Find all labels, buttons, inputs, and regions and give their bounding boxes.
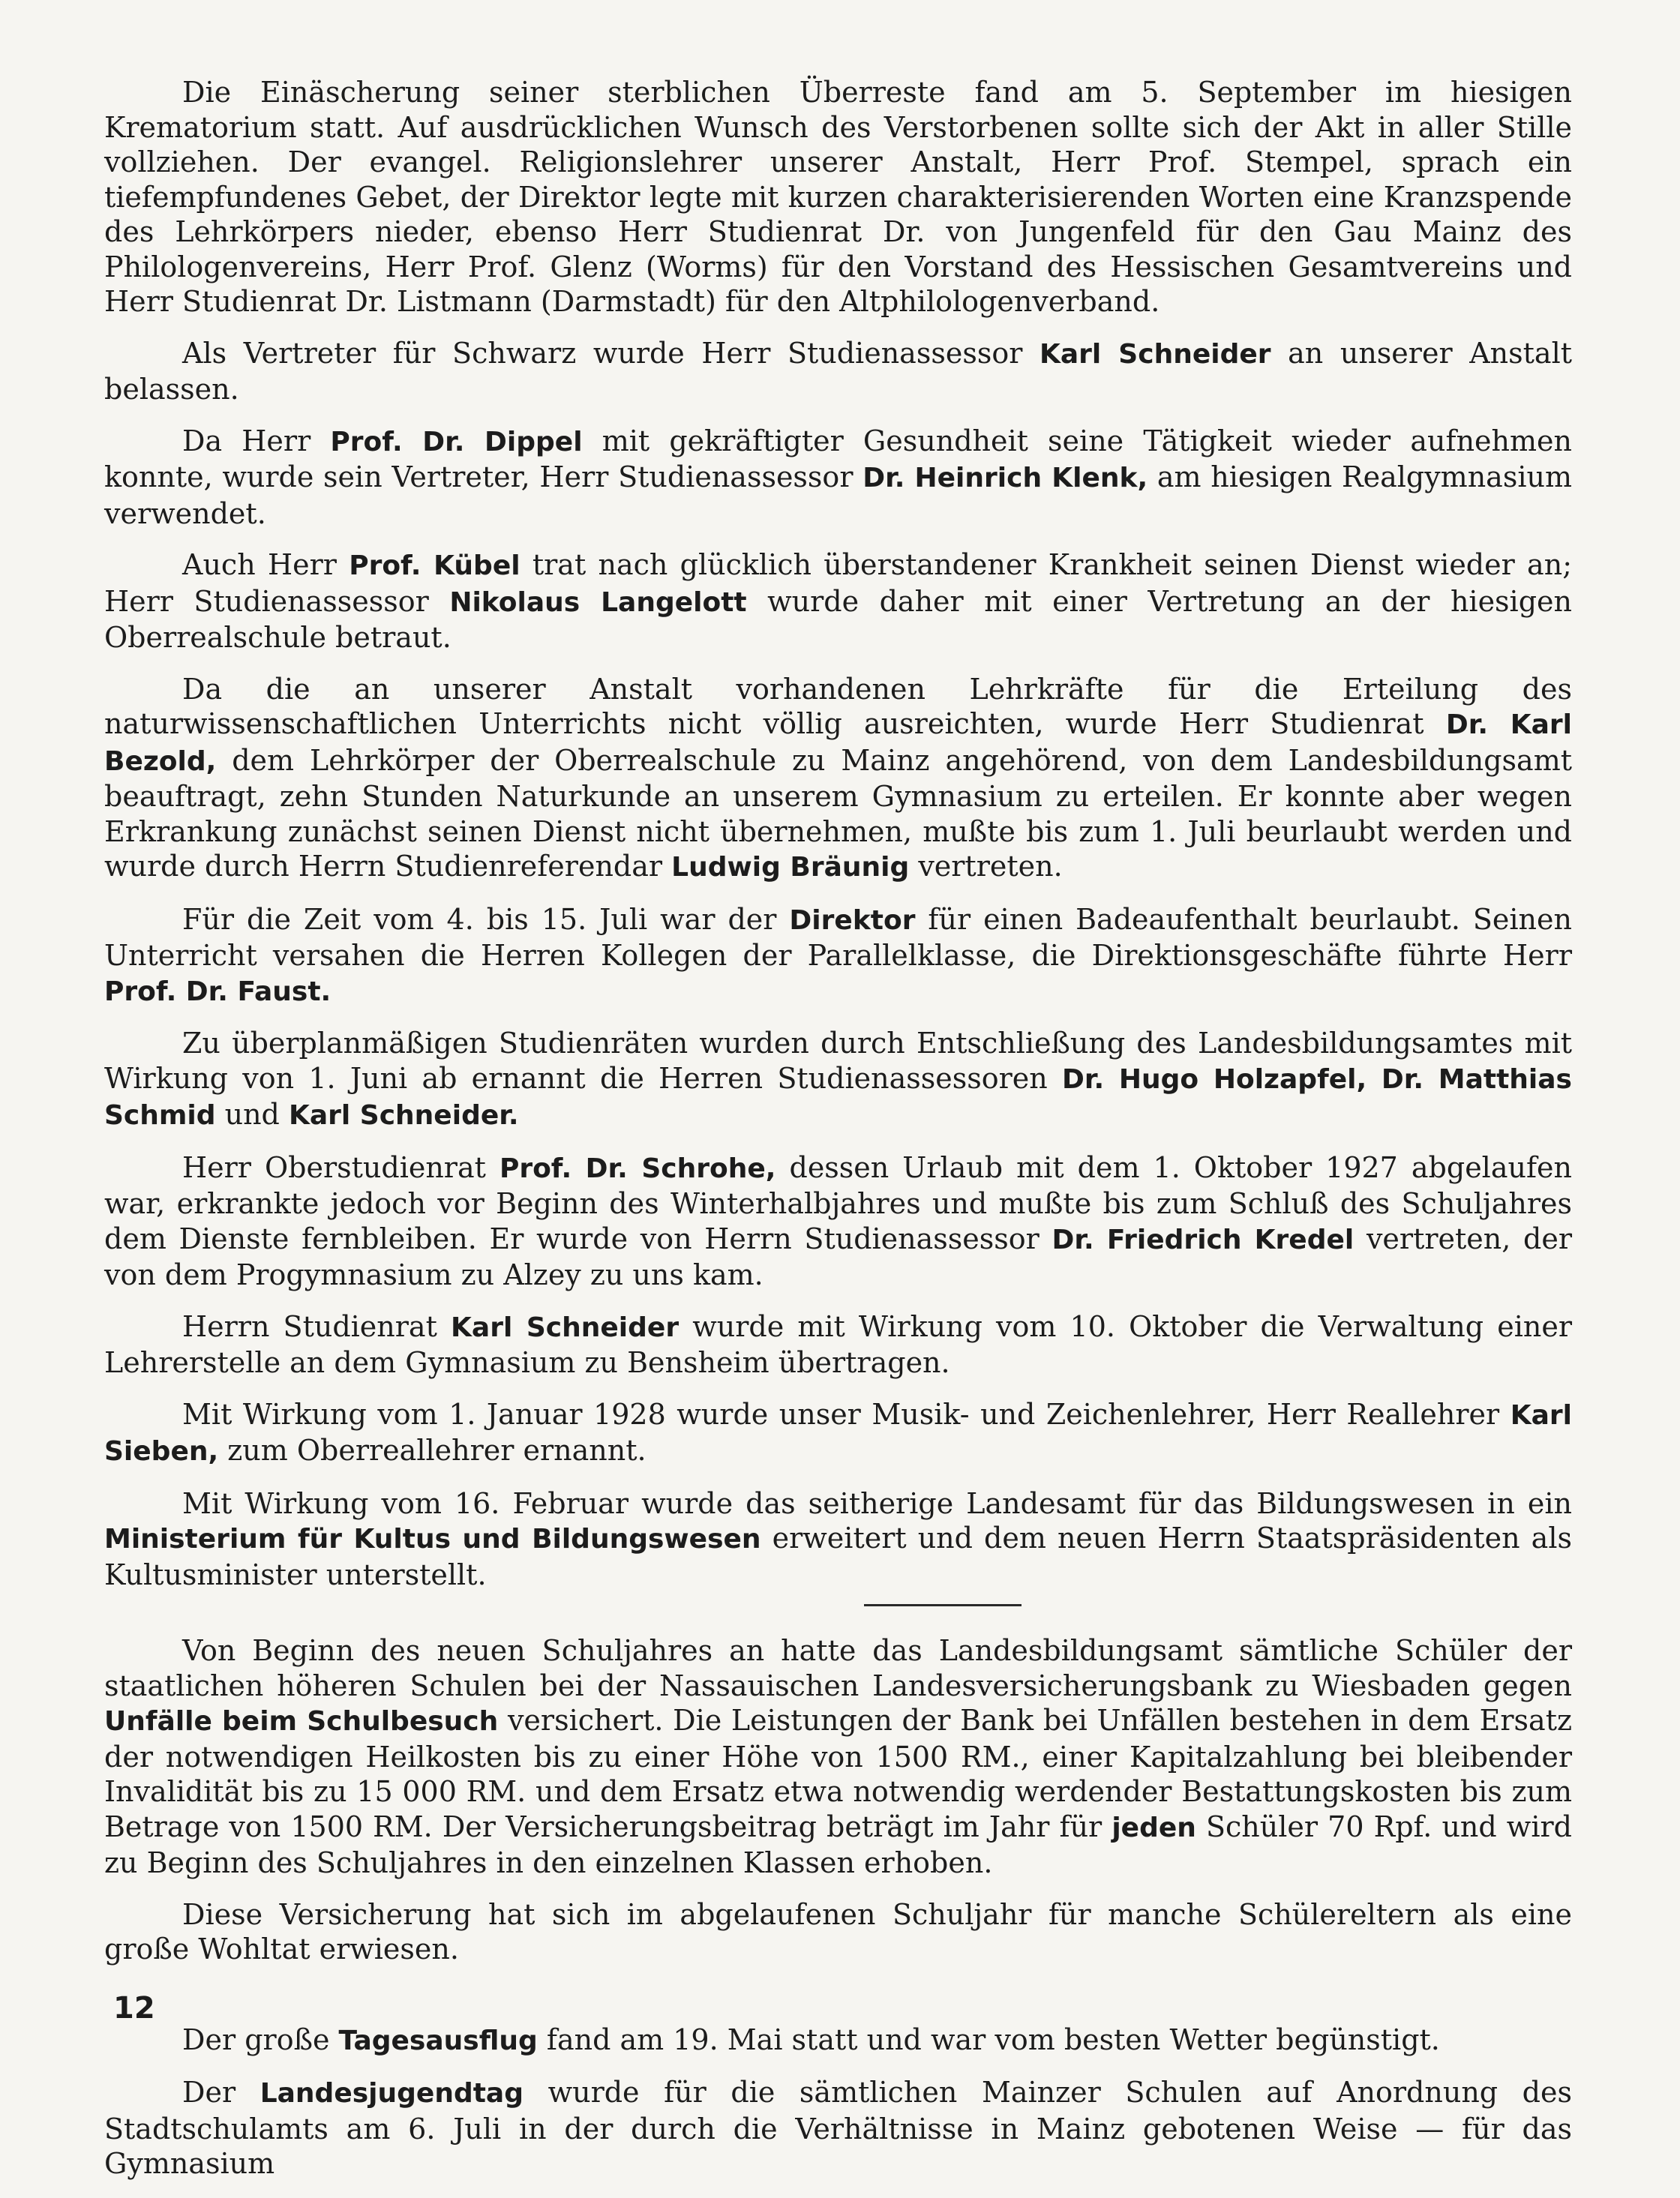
emphasized-name: Karl Schneider bbox=[1039, 338, 1271, 370]
text-segment: Herr Oberstudienrat bbox=[182, 1150, 500, 1184]
emphasized-name: Prof. Kübel bbox=[349, 550, 520, 581]
emphasized-name: Dr. Heinrich Klenk, bbox=[862, 463, 1148, 493]
text-segment: vertreten, der von dem Progymnasium zu Alzey zu uns kam. bbox=[104, 1222, 1572, 1291]
text-segment: versichert. Die Leistungen der Bank bei Unfällen bestehen in dem Ersatz der notwendigen Heilkosten bis zu einer Höhe von 1500 RM., einer Kapitalzahlung bei bleibender Invalidität bis zu 15 000 RM. und dem Ersatz etwa notwendig werdender Bestattungskosten bis zum Betrage von 1500 RM. Der Versicherungsbeitrag beträgt im Jahr für bbox=[104, 1704, 1573, 1843]
section-divider-rule bbox=[864, 1604, 1022, 1606]
document-page bbox=[104, 75, 1572, 2198]
paragraph-promotions bbox=[104, 1026, 1572, 1134]
emphasized-name: Ludwig Bräunig bbox=[671, 852, 910, 883]
text-segment: Als Vertreter für Schwarz wurde Herr Studienassessor bbox=[182, 336, 1040, 370]
emphasized-name: Karl Schneider bbox=[451, 1312, 680, 1343]
text-segment: wurde für die sämtlichen Mainzer Schulen auf Anordnung des Stadtschulamts am 6. Juli in der durch die Verhältnisse in Mainz gebotenen Weise — für das Gymnasium bbox=[104, 2076, 1572, 2180]
page-number: 12 bbox=[113, 1991, 155, 2026]
emphasized-name: Dr. Karl Bezold, bbox=[104, 709, 1573, 777]
emphasized-name: jeden bbox=[1112, 1812, 1196, 1843]
emphasized-name: Nikolaus Langelott bbox=[449, 586, 747, 618]
paragraph-day-excursion bbox=[104, 2023, 1572, 2059]
paragraph-youth-day bbox=[104, 2075, 1572, 2182]
emphasized-name: Dr. Friedrich Kredel bbox=[1052, 1224, 1354, 1255]
emphasized-name: Prof. Dr. Schrohe, bbox=[499, 1153, 776, 1184]
paragraph-dippel-return bbox=[104, 424, 1572, 532]
paragraph-insurance-benefit bbox=[104, 1897, 1572, 1967]
paragraph-sieben-appointment bbox=[104, 1397, 1572, 1470]
text-segment: am hiesigen Realgymnasium verwendet. bbox=[104, 460, 1572, 530]
text-segment: Diese Versicherung hat sich im abgelaufenen Schuljahr für manche Schülereltern als eine große Wohltat erwiesen. bbox=[104, 1897, 1572, 1966]
text-segment: vertreten. bbox=[909, 850, 1063, 883]
text-segment: Der große bbox=[182, 2023, 339, 2056]
text-segment: an unserer Anstalt belassen. bbox=[104, 336, 1572, 406]
text-segment: Mit Wirkung vom 1. Januar 1928 wurde unser Musik- und Zeichenlehrer, Herr Reallehrer bbox=[182, 1397, 1510, 1431]
text-segment: trat nach glücklich überstandener Krankheit seinen Dienst wieder an; Herr Studienassessor bbox=[104, 548, 1572, 618]
text-segment: fand am 19. Mai statt und war vom besten Wetter begünstigt. bbox=[537, 2023, 1440, 2056]
text-segment: Schüler 70 Rpf. und wird zu Beginn des Schuljahres in den einzelnen Klassen erhoben. bbox=[104, 1810, 1572, 1879]
text-segment: Zu überplanmäßigen Studienräten wurden durch Entschließung des Landesbildungsamtes mit Wirkung von 1. Juni ab ernannt die Herren Studienassessoren bbox=[104, 1027, 1572, 1095]
emphasized-name: Prof. Dr. Dippel bbox=[330, 426, 583, 457]
emphasized-name: Tagesausflug bbox=[338, 2025, 538, 2056]
text-segment: Für die Zeit vom 4. bis 15. Juli war der bbox=[182, 902, 790, 936]
emphasized-name: Dr. Hugo Holzapfel, Dr. Matthias Schmid bbox=[104, 1063, 1572, 1131]
text-segment: mit gekräftigter Gesundheit seine Tätigkeit wieder aufnehmen konnte, wurde sein Vertreter, Herr Studienassessor bbox=[104, 424, 1572, 493]
text-segment: Mit Wirkung vom 16. Februar wurde das seitherige Landesamt für das Bildungswesen in ein bbox=[182, 1486, 1572, 1520]
paragraph-kuebel-return bbox=[104, 547, 1572, 655]
text-segment: Der bbox=[182, 2076, 260, 2109]
text-segment: wurde daher mit einer Vertretung an der hiesigen Oberrealschule betraut. bbox=[104, 584, 1572, 654]
text-segment: zum Oberreallehrer ernannt. bbox=[218, 1434, 646, 1467]
paragraph-accident-insurance bbox=[104, 1633, 1572, 1881]
emphasized-name: Direktor bbox=[789, 904, 916, 936]
paragraph-cremation bbox=[104, 75, 1572, 319]
paragraph-schwarz-replacement bbox=[104, 336, 1572, 407]
paragraph-schrohe-illness bbox=[104, 1150, 1572, 1293]
section-gap bbox=[104, 1984, 1572, 2023]
emphasized-name: Landesjugendtag bbox=[260, 2078, 524, 2109]
text-segment: für einen Badeaufenthalt beurlaubt. Seinen Unterricht versahen die Herren Kollegen der Parallelklasse, die Direktionsgeschäfte führte Herr bbox=[104, 902, 1572, 972]
text-segment: Von Beginn des neuen Schuljahres an hatte das Landesbildungsamt sämtliche Schüler der staatlichen höheren Schulen bei der Nassauischen Landesversicherungsbank zu Wiesbaden gegen bbox=[104, 1634, 1572, 1702]
emphasized-name: Prof. Dr. Faust. bbox=[104, 976, 332, 1007]
paragraph-schneider-transfer bbox=[104, 1309, 1572, 1381]
text-segment: erweitert und dem neuen Herrn Staatspräsidenten als Kultusminister unterstellt. bbox=[104, 1522, 1572, 1591]
text-segment: Da Herr bbox=[182, 424, 331, 457]
text-segment: Auch Herr bbox=[182, 548, 350, 581]
paragraph-ministry bbox=[104, 1486, 1572, 1593]
text-segment: dem Lehrkörper der Oberrealschule zu Mainz angehörend, von dem Landesbildungsamt beauftragt, zehn Stunden Naturkunde an unserem Gymnasium zu erteilen. Er konnte aber wegen Erkrankung zunächst seinen Dienst nicht übernehmen, mußte bis zum 1. Juli beurlaubt werden und wurde durch Herrn Studienreferendar bbox=[104, 743, 1572, 883]
paragraph-director-leave bbox=[104, 902, 1572, 1010]
emphasized-name: Unfälle beim Schulbesuch bbox=[104, 1706, 499, 1737]
text-segment: Da die an unserer Anstalt vorhandenen Lehrkräfte für die Erteilung des naturwissenschaftlichen Unterrichts nicht völlig ausreichten, wurde Herr Studienrat bbox=[104, 672, 1572, 740]
text-segment: und bbox=[215, 1098, 289, 1131]
text-segment: dessen Urlaub mit dem 1. Oktober 1927 abgelaufen war, erkrankte jedoch vor Beginn des Winterhalbjahres und mußte bis zum Schluß des Schuljahres dem Dienste fernbleiben. Er wurde von Herrn Studienassessor bbox=[104, 1150, 1572, 1255]
text-segment: Herrn Studienrat bbox=[182, 1309, 451, 1343]
emphasized-name: Karl Sieben, bbox=[104, 1399, 1572, 1467]
emphasized-name: Ministerium für Kultus und Bildungswesen bbox=[104, 1524, 761, 1555]
paragraph-science-teaching bbox=[104, 672, 1572, 886]
text-segment: Die Einäscherung seiner sterblichen Überreste fand am 5. September im hiesigen Krematorium statt. Auf ausdrücklichen Wunsch des Verstorbenen sollte sich der Akt in aller Stille vollziehen. Der evangel. Religionslehrer unserer Anstalt, Herr Prof. Stempel, sprach ein tiefempfundenes Gebet, der Direktor legte mit kurzen charakterisierenden Worten eine Kranzspende des Lehrkörpers nieder, ebenso Herr Studienrat Dr. von Jungenfeld für den Gau Mainz des Philologenvereins, Herr Prof. Glenz (Worms) für den Vorstand des Hessischen Gesamtvereins und Herr Studienrat Dr. Listmann (Darmstadt) für den Altphilologenverband. bbox=[104, 76, 1572, 318]
text-segment: wurde mit Wirkung vom 10. Oktober die Verwaltung einer Lehrerstelle an dem Gymnasium zu Bensheim übertragen. bbox=[104, 1309, 1572, 1379]
emphasized-name: Karl Schneider. bbox=[288, 1100, 519, 1131]
